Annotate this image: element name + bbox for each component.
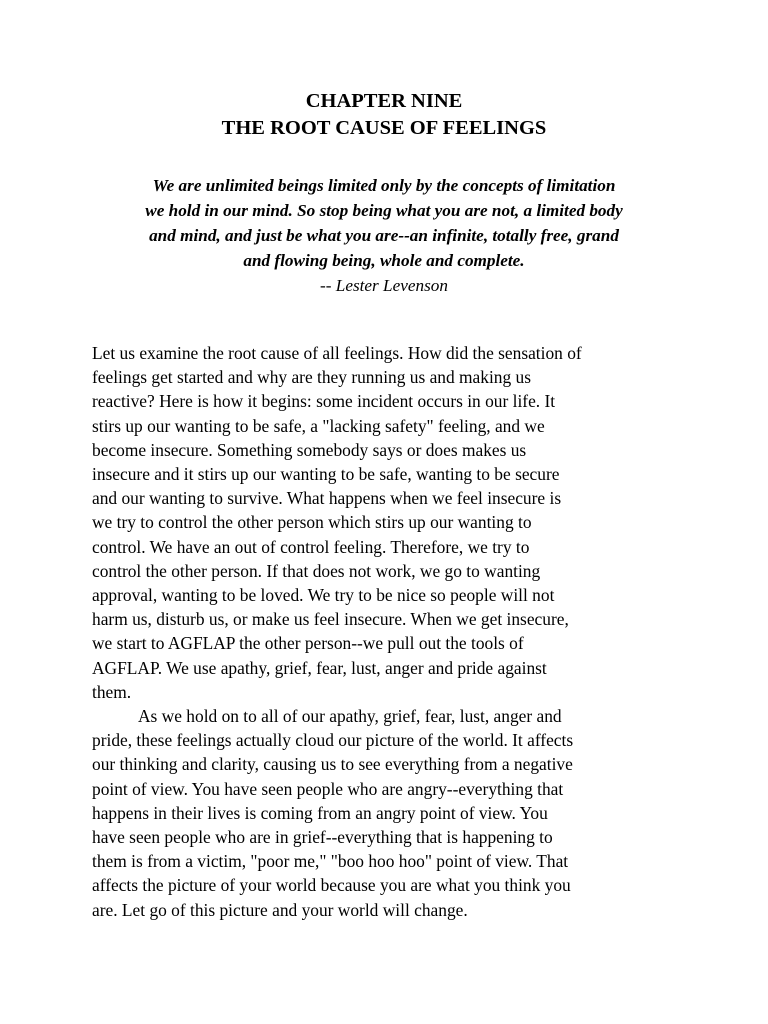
chapter-heading (0, 88, 768, 142)
text-line: pride, these feelings actually cloud our picture of the world. It affects (92, 730, 574, 751)
text-line: them is from a victim, "poor me," "boo hoo hoo" point of view. That (92, 851, 569, 872)
text-line: control the other person. If that does not work, we go to wanting (92, 560, 541, 581)
chapter-body (92, 341, 692, 922)
text-line: Let us examine the root cause of all feelings. How did the sensation of (92, 343, 582, 363)
text-line: them. (92, 681, 132, 702)
text-line: control. We have an out of control feeling. Therefore, we try to (92, 536, 530, 557)
paragraph-2 (92, 704, 692, 922)
chapter-title: THE ROOT CAUSE OF FEELINGS (221, 117, 547, 139)
text-line: harm us, disturb us, or make us feel insecure. When we get insecure, (92, 609, 569, 630)
epigraph-line: and flowing being, whole and complete. (243, 251, 525, 270)
text-line: AGFLAP. We use apathy, grief, fear, lust, anger and pride against (92, 657, 547, 678)
text-line: and our wanting to survive. What happens when we feel insecure is (92, 488, 562, 509)
text-line: stirs up our wanting to be safe, a "lacking safety" feeling, and we (92, 415, 545, 436)
text-line: are. Let go of this picture and your world will change. (92, 899, 468, 920)
text-line: happens in their lives is coming from an angry point of view. You (92, 802, 548, 823)
epigraph-line: we hold in our mind. So stop being what you are not, a limited body (145, 201, 623, 220)
text-line: point of view. You have seen people who are angry--everything that (92, 778, 564, 799)
text-line: have seen people who are in grief--everything that is happening to (92, 827, 553, 848)
text-line: insecure and it stirs up our wanting to be safe, wanting to be secure (92, 464, 560, 485)
text-line: As we hold on to all of our apathy, grief, fear, lust, anger and (138, 706, 562, 727)
epigraph-quote (60, 173, 708, 298)
epigraph-line: and mind, and just be what you are--an infinite, totally free, grand (149, 226, 619, 245)
text-line: our thinking and clarity, causing us to see everything from a negative (92, 754, 573, 775)
text-line: we try to control the other person which stirs up our wanting to (92, 512, 532, 533)
epigraph-attribution: -- Lester Levenson (320, 276, 448, 295)
text-line: become insecure. Something somebody says or does makes us (92, 439, 527, 460)
text-line: feelings get started and why are they running us and making us (92, 367, 532, 388)
paragraph-1 (92, 341, 692, 704)
epigraph-line: We are unlimited beings limited only by the concepts of limitation (152, 176, 616, 195)
text-line: we start to AGFLAP the other person--we pull out the tools of (92, 633, 524, 654)
chapter-number: CHAPTER NINE (305, 90, 463, 112)
text-line: reactive? Here is how it begins: some incident occurs in our life. It (92, 391, 556, 412)
text-line: approval, wanting to be loved. We try to be nice so people will not (92, 585, 555, 606)
text-line: affects the picture of your world because you are what you think you (92, 875, 571, 896)
